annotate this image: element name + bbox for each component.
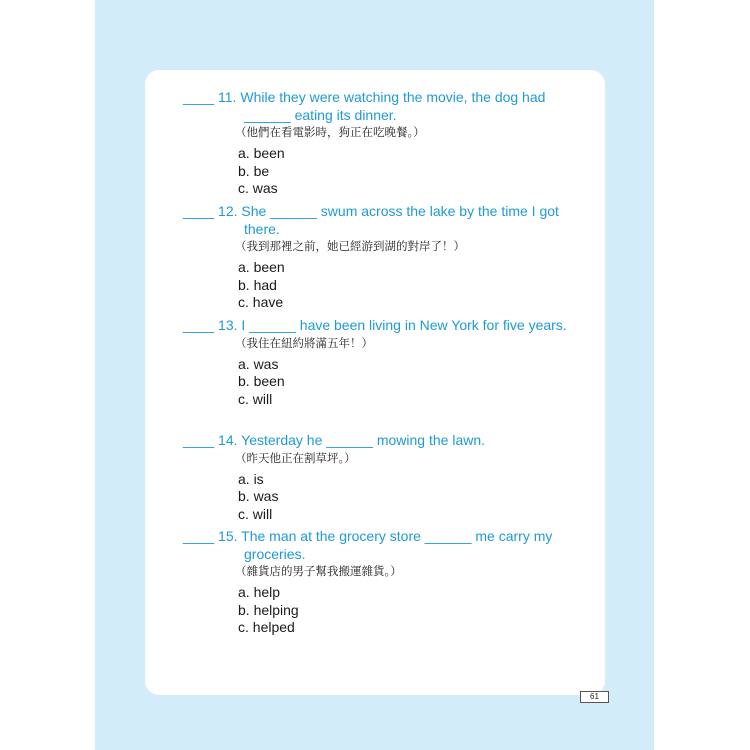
option-a[interactable]: a. help <box>238 584 281 600</box>
option-c[interactable]: c. will <box>238 505 273 522</box>
question-prompt <box>183 89 593 124</box>
option-c[interactable]: c. was <box>238 180 278 197</box>
option-b[interactable]: b. helping <box>238 601 299 618</box>
options-list <box>238 471 593 524</box>
option-b[interactable]: b. was <box>238 488 279 505</box>
options-list <box>238 584 593 637</box>
question-number: ____ 14. <box>183 432 238 448</box>
question-text: While they were watching the movie, the dog had ______ eating its dinner. <box>240 89 546 123</box>
option-b[interactable]: b. been <box>238 373 285 390</box>
question-number: ____ 11. <box>183 89 237 105</box>
option-c[interactable]: c. have <box>238 294 284 311</box>
option-b[interactable]: b. had <box>238 276 277 293</box>
option-a[interactable]: a. been <box>238 259 285 275</box>
question-prompt <box>183 432 593 450</box>
option-c[interactable]: c. will <box>238 390 273 407</box>
question-12 <box>183 203 593 312</box>
question-prompt <box>183 317 593 335</box>
question-translation: （昨天他正在割草坪。） <box>235 450 356 465</box>
option-a[interactable]: a. is <box>238 470 264 487</box>
question-text: She ______ swum across the lake by the time I got there. <box>241 203 559 237</box>
option-b[interactable]: b. be <box>238 162 270 179</box>
options-list <box>238 259 593 312</box>
question-translation: （我到那裡之前，她已經游到湖的對岸了！） <box>235 239 465 253</box>
option-a[interactable]: a. was <box>238 355 279 372</box>
options-list <box>238 356 593 409</box>
question-number: ____ 13. <box>183 317 238 333</box>
option-c[interactable]: c. helped <box>238 619 295 636</box>
question-text: The man at the grocery store ______ me carry my groceries. <box>241 528 553 562</box>
question-prompt <box>183 528 593 563</box>
option-a[interactable]: a. been <box>238 145 285 161</box>
question-11 <box>183 89 593 198</box>
question-translation: （我住在紐約將滿五年！） <box>235 335 373 350</box>
question-prompt <box>183 203 593 238</box>
question-text: I ______ have been living in New York for five years. <box>241 317 567 333</box>
question-15 <box>183 528 593 637</box>
question-number: ____ 15. <box>183 528 238 544</box>
options-list <box>238 145 593 198</box>
page-number: 61 <box>580 691 609 703</box>
question-translation: （雜貨店的男子幫我搬運雜貨。） <box>235 564 402 578</box>
question-14 <box>183 432 593 523</box>
question-number: ____ 12. <box>183 203 238 219</box>
question-text: Yesterday he ______ mowing the lawn. <box>241 432 486 448</box>
question-13 <box>183 317 593 408</box>
question-translation: （他們在看電影時，狗正在吃晚餐。） <box>235 125 425 139</box>
